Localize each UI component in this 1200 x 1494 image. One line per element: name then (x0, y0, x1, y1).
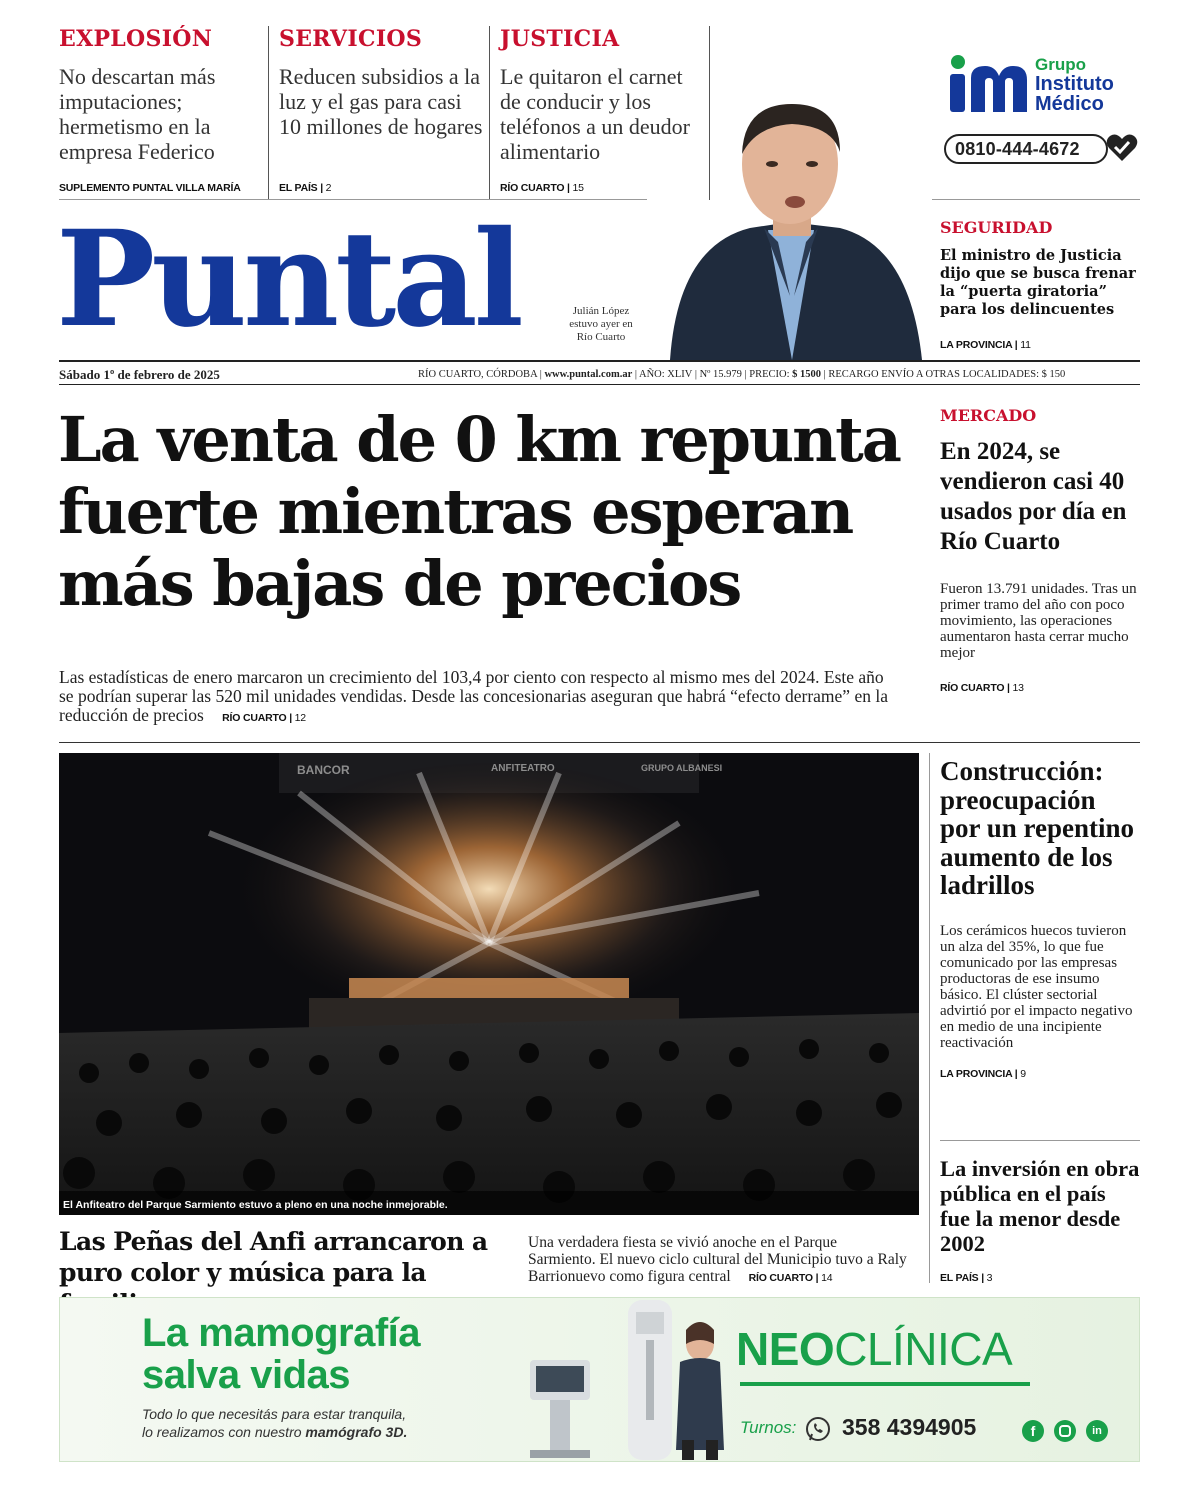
teaser-rule (59, 199, 647, 200)
section-label: EL PAÍS (279, 182, 318, 194)
ad-subtext (142, 1405, 407, 1441)
penas-body (528, 1234, 908, 1287)
penas-body-text: Una verdadera fiesta se vivió anoche en el Parque Sarmiento. El nuevo ciclo cultural del Municipio tuvo a Raly Barrionuevo como figura central (528, 1234, 907, 1285)
brief-section-ref: LA PROVINCIA | 9 (940, 1067, 1026, 1080)
brief-kicker: MERCADO (940, 406, 1037, 425)
construccion-brief[interactable] (940, 757, 1140, 1080)
page-number: 12 (294, 712, 306, 724)
sponsor-phone-pill[interactable] (944, 134, 1108, 164)
section-label: RÍO CUARTO (500, 182, 565, 194)
teaser-section-ref: EL PAÍS | 2 (279, 182, 332, 194)
instagram-icon[interactable] (1054, 1420, 1076, 1442)
caption-line: estuvo ayer en (569, 318, 633, 330)
lead-section-ref: RÍO CUARTO | 12 (222, 712, 306, 724)
ad-subtext-prefix: lo realizamos con nuestro (142, 1424, 306, 1440)
dateline-number: Nº 15.979 (699, 369, 742, 380)
sponsor-phone: 0810-444-4672 (955, 138, 1080, 159)
turnos-label: Turnos: (740, 1418, 797, 1437)
linkedin-icon[interactable]: in (1086, 1420, 1108, 1442)
neoclinica-logo (736, 1322, 1012, 1376)
brief-section-ref: RÍO CUARTO | 13 (940, 682, 1024, 694)
teaser-explosion[interactable] (59, 26, 259, 194)
brief-body: Fueron 13.791 unidades. Tras un primer tramo del año con poco movimiento, las operaciones aumentaron hasta cerrar mucho mejor (940, 581, 1137, 661)
sponsor-brand-line3: Médico (1035, 93, 1104, 115)
column-divider (929, 753, 930, 1283)
brand-underline (740, 1382, 1030, 1386)
dateline-surcharge: RECARGO ENVÍO A OTRAS LOCALIDADES: $ 150 (828, 369, 1066, 380)
section-label: EL PAÍS (940, 1272, 979, 1284)
column-divider (268, 26, 269, 200)
column-divider (489, 26, 490, 200)
teaser-section-ref (59, 182, 241, 194)
teaser-kicker: SERVICIOS (279, 26, 423, 52)
sponsor-brand-line1: Grupo (1035, 55, 1086, 74)
sponsor-brand-line2: Instituto (1035, 73, 1114, 95)
section-label: SUPLEMENTO PUNTAL VILLA MARÍA (59, 182, 241, 194)
page-number: 13 (1012, 682, 1024, 694)
brief-body: Los cerámicos huecos tuvieron un alza del 35%, lo que fue comunicado por las empresas productoras de ese insumo básico. El clúster sectorial advirtió por el impacto negativo en medio de una incipiente reactivación (940, 922, 1133, 1051)
dateline-location: RÍO CUARTO, CÓRDOBA (418, 369, 538, 380)
brand-bold: NEO (736, 1323, 835, 1375)
ad-phone[interactable]: 358 4394905 (842, 1414, 977, 1440)
banner-anfiteatro: ANFITEATRO (491, 763, 555, 774)
lead-deck-text: Las estadísticas de enero marcaron un crecimiento del 103,4 por ciento con respecto al mismo mes del 2024. Este año se podrían superar las 520 mil unidades vendidas. Desde las concesionarias aseguran que habrá “efecto derrame” en la reducción de precios (59, 667, 888, 725)
brief-headline: Construcción: preocupación por un repentino aumento de los ladrillos (940, 756, 1135, 900)
page-number: 3 (986, 1272, 993, 1284)
neoclinica-ad[interactable] (59, 1297, 1140, 1462)
brief-kicker: SEGURIDAD (940, 218, 1053, 237)
instituto-medico-logo-icon (945, 52, 1030, 114)
brand-light: CLÍNICA (834, 1323, 1013, 1375)
mammography-machine-image (520, 1300, 740, 1462)
photo-caption: El Anfiteatro del Parque Sarmiento estuvo a pleno en una noche inmejorable. (63, 1199, 448, 1211)
heart-check-icon (1106, 133, 1138, 163)
teaser-kicker: JUSTICIA (500, 26, 620, 52)
ad-title-line: salva vidas (142, 1353, 350, 1397)
dateline-price-label: PRECIO: (749, 369, 790, 380)
section-label: LA PROVINCIA (940, 339, 1013, 351)
sponsor-rule (932, 199, 1140, 200)
masthead-title[interactable]: Puntal (56, 202, 520, 357)
teaser-kicker: EXPLOSIÓN (59, 26, 213, 52)
ad-subtext-line: Todo lo que necesitás para estar tranquila, (142, 1406, 407, 1422)
page-number: 2 (325, 182, 332, 194)
penas-section-ref: RÍO CUARTO | 14 (748, 1272, 833, 1284)
section-rule (59, 742, 1140, 743)
banner-bancor: BANCOR (297, 763, 350, 777)
section-label: LA PROVINCIA (940, 1067, 1013, 1080)
ad-subtext-bold: mamógrafo 3D. (305, 1424, 408, 1440)
photo-credit-caption (560, 305, 642, 344)
section-label: RÍO CUARTO (940, 682, 1005, 694)
inversion-brief[interactable] (940, 1156, 1140, 1284)
dateline-rule-bottom (59, 384, 1140, 385)
lead-headline-line: fuerte mientras esperan (58, 475, 853, 548)
brief-headline: La inversión en obra pública en el país fue la menor desde 2002 (940, 1156, 1140, 1256)
ad-subtext-line2 (142, 1423, 407, 1441)
mercado-brief[interactable] (940, 406, 1140, 694)
dateline-price: $ 1500 (792, 369, 822, 380)
julian-lopez-photo (660, 96, 925, 360)
sponsor-logo[interactable] (945, 52, 1145, 122)
lead-headline-line: La venta de 0 km repunta (58, 403, 900, 476)
brief-section-ref: EL PAÍS | 3 (940, 1272, 993, 1284)
section-label: RÍO CUARTO (748, 1272, 813, 1284)
ad-title-line: La mamografía (142, 1311, 421, 1355)
brief-section-ref: LA PROVINCIA | 11 (940, 339, 1031, 351)
caption-line: Río Cuarto (576, 331, 626, 343)
teaser-servicios[interactable] (279, 26, 484, 194)
dateline-website[interactable]: www.puntal.com.ar (544, 369, 633, 380)
penas-headline[interactable]: Las Peñas del Anfi arrancaron a puro color y música para la (59, 1227, 488, 1287)
brief-headline: En 2024, se vendieron casi 40 usados por día en Río Cuarto (940, 438, 1127, 555)
dateline-info: RÍO CUARTO, CÓRDOBA | www.puntal.com.ar | AÑO: XLIV | Nº 15.979 | PRECIO: $ 1500 | RECARGO ENVÍO A OTRAS LOCALIDADES: $ 150 (418, 369, 1066, 380)
caption-line: Julián López (572, 305, 630, 317)
lead-deck (59, 668, 894, 728)
lead-story[interactable] (58, 404, 918, 620)
dateline-date: Sábado 1º de febrero de 2025 (59, 367, 220, 382)
teaser-text: Le quitaron el carnet de conducir y los teléfonos a un deudor alimentario (500, 64, 690, 164)
whatsapp-icon[interactable] (805, 1416, 831, 1442)
teaser-text: Reducen subsidios a la luz y el gas para casi 10 millones de hogares (279, 64, 483, 139)
page-number: 14 (821, 1272, 833, 1284)
facebook-icon[interactable]: f (1022, 1420, 1044, 1442)
page-number: 9 (1020, 1067, 1026, 1080)
brief-text: El ministro de Justicia dijo que se busca frenar la “puerta giratoria” para los delincuentes (940, 247, 1136, 318)
dateline-rule-top (59, 360, 1140, 362)
page-number: 15 (572, 182, 584, 194)
section-label: RÍO CUARTO (222, 712, 287, 724)
lead-headline-line: más bajas de precios (58, 547, 741, 620)
banner-albanesi: GRUPO ALBANESI (641, 763, 723, 773)
dateline-year: AÑO: XLIV (639, 369, 693, 380)
page-number: 11 (1020, 339, 1031, 351)
concert-scene (59, 753, 919, 1215)
anfiteatro-photo (59, 753, 919, 1215)
teaser-text: No descartan más imputaciones; hermetismo en la empresa Federico (59, 64, 216, 164)
teaser-section-ref: RÍO CUARTO | 15 (500, 182, 584, 194)
seguridad-brief[interactable] (940, 218, 1140, 351)
brief-rule (940, 1140, 1140, 1141)
